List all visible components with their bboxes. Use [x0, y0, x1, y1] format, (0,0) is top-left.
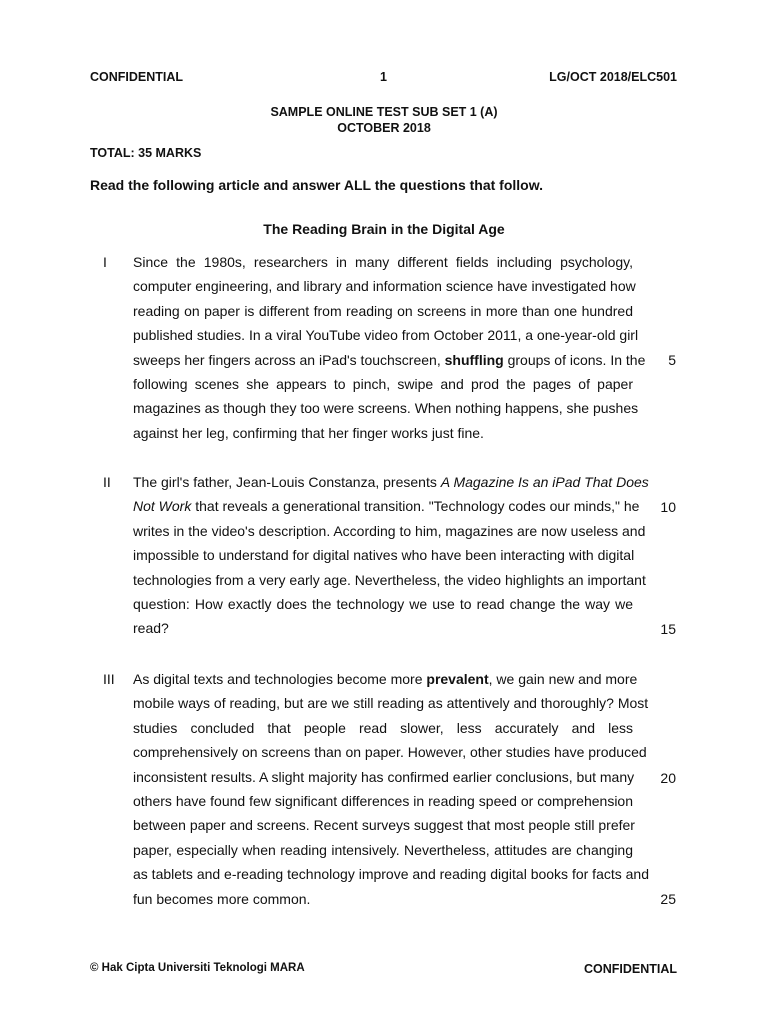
- text-line: read?: [133, 620, 169, 637]
- text-line-with-bold: [133, 667, 638, 691]
- paragraph-3: [133, 667, 649, 911]
- text-line: computer engineering, and library and information science have investigated how: [133, 278, 636, 295]
- text-segment: As digital texts and technologies become more: [133, 671, 427, 687]
- text-line-with-bold: [133, 348, 646, 372]
- page-number: 1: [380, 70, 387, 84]
- text-line: paper, especially when reading intensively. Nevertheless, attitudes are changing: [133, 841, 633, 858]
- text-segment: that reveals a generational transition. "Technology codes our minds," he: [191, 498, 640, 515]
- text-segment: sweeps her fingers across an iPad's touchscreen,: [133, 351, 445, 368]
- line-number: 25: [660, 891, 676, 907]
- text-line: mobile ways of reading, but are we still reading as attentively and thoroughly? Most: [133, 695, 649, 712]
- text-line: comprehensively on screens than on paper. However, other studies have produced: [133, 744, 647, 761]
- text-line: inconsistent results. A slight majority has confirmed earlier conclusions, but many: [133, 768, 635, 785]
- text-line: question: How exactly does the technology we use to read change the way we: [133, 596, 633, 613]
- paragraph-numeral-1: I: [103, 254, 107, 270]
- text-line: published studies. In a viral YouTube video from October 2011, a one-year-old girl: [133, 327, 639, 344]
- text-line: magazines as though they too were screens. When nothing happens, she pushes: [133, 400, 639, 417]
- text-segment: The girl's father, Jean-Louis Constanza, presents: [133, 474, 441, 490]
- bold-vocab-shuffling: shuffling: [444, 351, 504, 368]
- instruction: Read the following article and answer ALL the questions that follow.: [90, 177, 543, 193]
- paragraph-numeral-3: III: [103, 671, 115, 687]
- paragraph-2: [133, 470, 649, 641]
- footer-confidential: CONFIDENTIAL: [583, 962, 677, 976]
- text-line: reading on paper is different from reading on screens in more than one hundred: [133, 302, 633, 319]
- text-line: impossible to understand for digital natives who have been interacting with digital: [133, 547, 635, 564]
- bold-vocab-prevalent: prevalent: [426, 671, 489, 687]
- header-course-code: LG/OCT 2018/ELC501: [549, 70, 677, 84]
- text-line: as tablets and e-reading technology improve and reading digital books for facts and: [133, 866, 649, 883]
- text-line: others have found few significant differences in reading speed or comprehension: [133, 793, 633, 810]
- line-number: 20: [660, 770, 676, 786]
- total-marks: TOTAL: 35 MARKS: [90, 146, 202, 160]
- line-number: 10: [660, 499, 676, 515]
- text-segment: , we gain new and more: [488, 671, 638, 687]
- paragraph-numeral-2: II: [103, 474, 111, 490]
- test-date: OCTOBER 2018: [337, 121, 431, 135]
- line-number: 15: [660, 621, 676, 637]
- line-number: 5: [668, 352, 676, 368]
- italic-video-title-part2: Not Work: [133, 498, 192, 515]
- text-line: between paper and screens. Recent surveys suggest that most people still prefer: [133, 817, 635, 834]
- text-line: against her leg, confirming that her finger works just fine.: [133, 424, 484, 441]
- text-line: fun becomes more common.: [133, 890, 311, 907]
- copyright: © Hak Cipta Universiti Teknologi MARA: [90, 962, 305, 974]
- text-segment: groups of icons. In the: [503, 351, 646, 368]
- text-line: technologies from a very early age. Nevertheless, the video highlights an important: [133, 571, 646, 588]
- text-line-with-italic: [133, 470, 649, 494]
- text-line: writes in the video's description. According to him, magazines are now useless and: [133, 522, 646, 539]
- test-title: SAMPLE ONLINE TEST SUB SET 1 (A): [270, 105, 498, 119]
- text-line: following scenes she appears to pinch, swipe and prod the pages of paper: [133, 376, 633, 393]
- italic-video-title-part1: A Magazine Is an iPad That Does: [440, 474, 649, 490]
- article-title: The Reading Brain in the Digital Age: [263, 221, 505, 237]
- text-line: Since the 1980s, researchers in many different fields including psychology,: [133, 254, 633, 270]
- text-line-with-italic: [133, 494, 640, 518]
- header-confidential: CONFIDENTIAL: [90, 70, 184, 84]
- text-line: studies concluded that people read slower, less accurately and less: [133, 719, 633, 736]
- paragraph-1: [133, 250, 646, 445]
